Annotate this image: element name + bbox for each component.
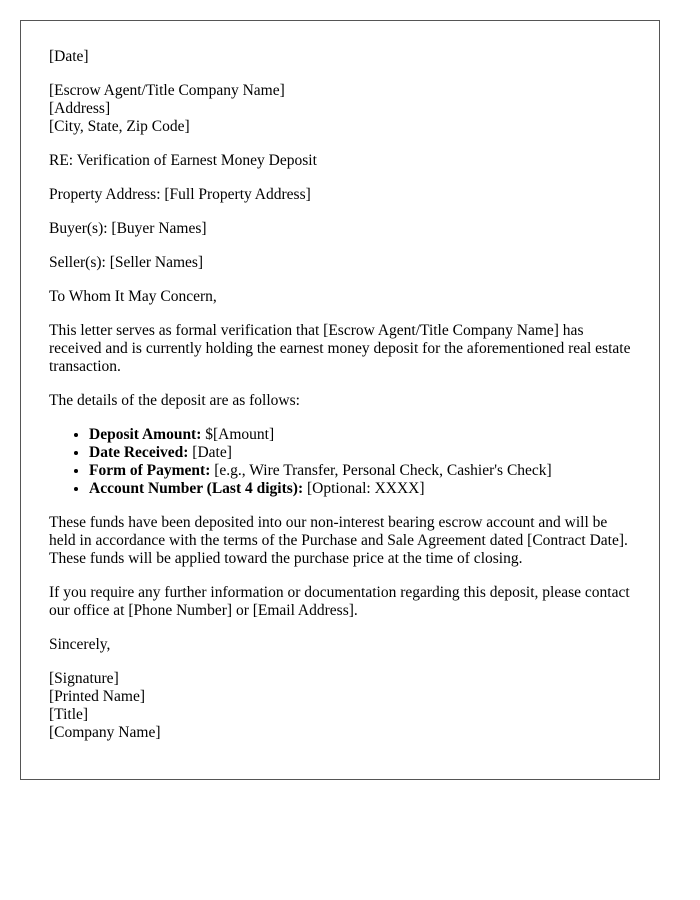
property-address-line: Property Address: [Full Property Address] — [49, 186, 311, 203]
detail-label: Form of Payment: — [89, 462, 211, 479]
detail-item-form-of-payment — [89, 462, 631, 480]
detail-item-date-received — [89, 444, 631, 462]
re-line: RE: Verification of Earnest Money Deposit — [49, 152, 317, 169]
detail-value: $[Amount] — [201, 426, 275, 443]
recipient-name: [Escrow Agent/Title Company Name] — [49, 82, 285, 99]
detail-value: [Optional: XXXX] — [303, 480, 425, 497]
signature-block — [49, 670, 631, 742]
letter-page — [20, 20, 660, 780]
detail-label: Date Received: — [89, 444, 189, 461]
recipient-address: [Address] — [49, 100, 111, 117]
recipient-city-state-zip: [City, State, Zip Code] — [49, 118, 190, 135]
closing: Sincerely, — [49, 636, 111, 653]
details-intro: The details of the deposit are as follows: — [49, 392, 300, 409]
intro-paragraph: This letter serves as formal verification that [Escrow Agent/Title Company Name] has received and is currently holding the earnest money deposit for the aforementioned real estate transaction. — [49, 322, 631, 375]
detail-item-deposit-amount — [89, 426, 631, 444]
detail-label: Account Number (Last 4 digits): — [89, 480, 304, 497]
detail-value: [Date] — [188, 444, 232, 461]
deposit-details-list — [49, 426, 631, 498]
signature-line: [Signature] — [49, 670, 119, 687]
printed-name-line: [Printed Name] — [49, 688, 145, 705]
seller-line: Seller(s): [Seller Names] — [49, 254, 204, 271]
recipient-block — [49, 82, 631, 136]
letter-date: [Date] — [49, 48, 89, 65]
detail-item-account-number — [89, 480, 631, 498]
company-name-line: [Company Name] — [49, 724, 161, 741]
salutation: To Whom It May Concern, — [49, 288, 217, 305]
funds-paragraph: These funds have been deposited into our non-interest bearing escrow account and will be held in accordance with the terms of the Purchase and Sale Agreement dated [Contract Date]. These funds will be applied toward the purchase price at the time of closing. — [49, 514, 628, 567]
detail-label: Deposit Amount: — [89, 426, 202, 443]
title-line: [Title] — [49, 706, 89, 723]
contact-paragraph: If you require any further information or documentation regarding this deposit, please contact our office at [Phone Number] or [Email Address]. — [49, 584, 630, 619]
detail-value: [e.g., Wire Transfer, Personal Check, Cashier's Check] — [210, 462, 552, 479]
buyer-line: Buyer(s): [Buyer Names] — [49, 220, 207, 237]
